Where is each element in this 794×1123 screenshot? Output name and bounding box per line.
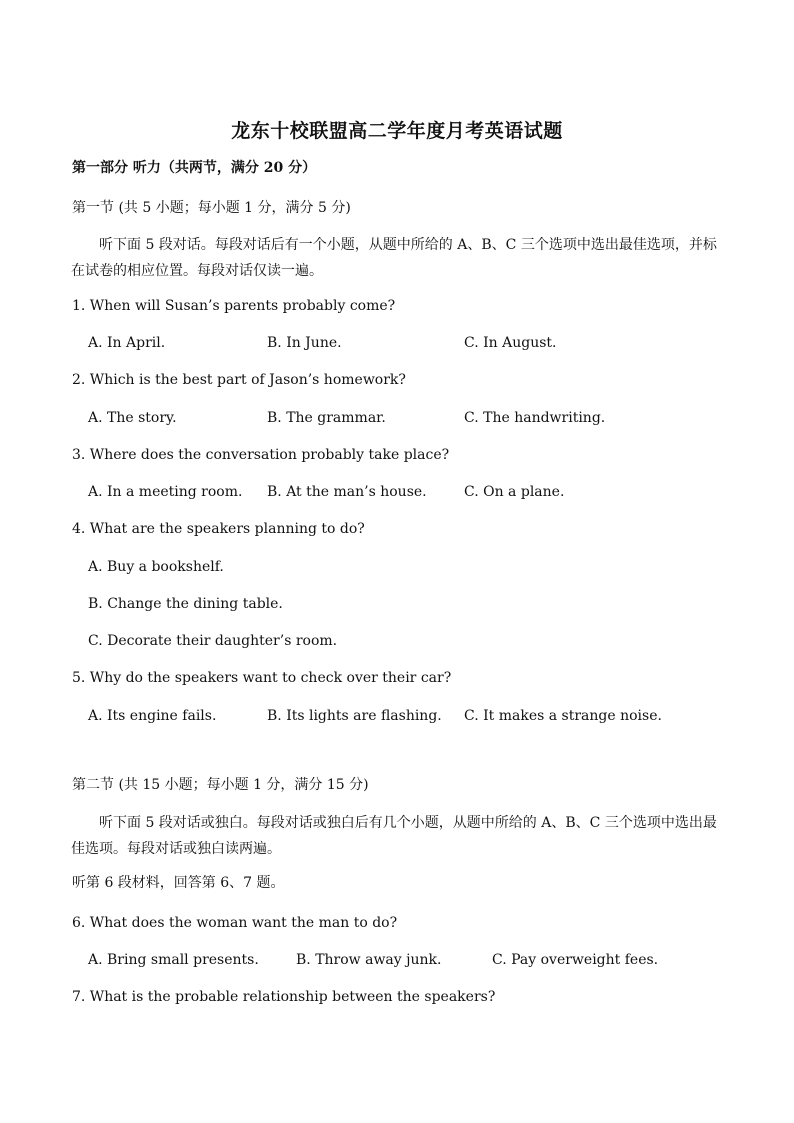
question-1-option-a: A. In April. <box>88 335 166 351</box>
question-7: 7. What is the probable relationship between the speakers? <box>72 989 496 1005</box>
question-3: 3. Where does the conversation probably take place? <box>72 447 450 463</box>
question-6: 6. What does the woman want the man to do? <box>72 915 398 931</box>
question-3-option-c: C. On a plane. <box>464 484 565 500</box>
question-6-option-a: A. Bring small presents. <box>88 952 259 968</box>
question-4-option-a: A. Buy a bookshelf. <box>88 559 224 575</box>
part-one-heading: 第一部分 听力（共两节，满分 20 分） <box>72 160 317 176</box>
question-1: 1. When will Susan’s parents probably come? <box>72 298 396 314</box>
question-2-option-a: A. The story. <box>88 410 177 426</box>
section-two-heading: 第二节 (共 15 小题；每小题 1 分，满分 15 分) <box>72 777 369 793</box>
section-one-heading: 第一节 (共 5 小题；每小题 1 分，满分 5 分) <box>72 200 351 216</box>
exam-title: 龙东十校联盟高二学年度月考英语试题 <box>231 120 563 142</box>
question-2: 2. Which is the best part of Jason’s homework? <box>72 372 406 388</box>
section-one-instruction: 听下面 5 段对话。每段对话后有一个小题，从题中所给的 A、B、C 三个选项中选出最佳选项，并标在试卷的相应位置。每段对话仅读一遍。 <box>71 237 717 279</box>
question-5: 5. Why do the speakers want to check over their car? <box>72 670 452 686</box>
material-note: 听第 6 段材料，回答第 6、7 题。 <box>72 875 285 891</box>
question-2-option-b: B. The grammar. <box>267 410 386 426</box>
question-5-option-a: A. Its engine fails. <box>88 708 217 724</box>
question-5-option-c: C. It makes a strange noise. <box>464 708 662 724</box>
question-5-option-b: B. Its lights are flashing. <box>267 708 442 724</box>
question-2-option-c: C. The handwriting. <box>464 410 606 426</box>
question-1-option-c: C. In August. <box>464 335 557 351</box>
question-4-option-c: C. Decorate their daughter’s room. <box>88 633 338 649</box>
question-6-option-c: C. Pay overweight fees. <box>492 952 659 968</box>
question-4: 4. What are the speakers planning to do? <box>72 521 365 537</box>
question-6-option-b: B. Throw away junk. <box>296 952 442 968</box>
question-3-option-a: A. In a meeting room. <box>88 484 243 500</box>
section-two-instruction: 听下面 5 段对话或独白。每段对话或独白后有几个小题，从题中所给的 A、B、C 三个选项中选出最佳选项。每段对话或独白读两遍。 <box>71 815 717 857</box>
question-4-option-b: B. Change the dining table. <box>88 596 283 612</box>
question-1-option-b: B. In June. <box>267 335 342 351</box>
question-3-option-b: B. At the man’s house. <box>267 484 427 500</box>
